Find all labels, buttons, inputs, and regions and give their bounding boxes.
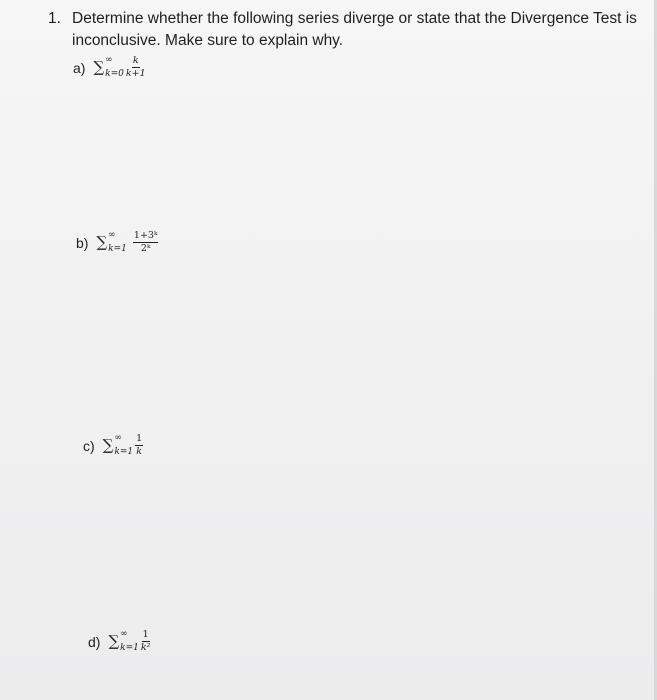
lower-limit: k=1 bbox=[114, 446, 134, 457]
question-1 bbox=[48, 8, 648, 52]
denominator: k² bbox=[140, 642, 151, 653]
part-a bbox=[73, 56, 146, 79]
sum-limits bbox=[105, 54, 124, 79]
numerator: 1 bbox=[142, 629, 149, 640]
part-c-label: c) bbox=[83, 437, 95, 454]
fraction bbox=[126, 56, 146, 79]
fraction bbox=[135, 434, 143, 457]
question-number: 1. bbox=[48, 10, 61, 27]
numerator: 1 bbox=[136, 433, 143, 444]
sigma-symbol: ∑ bbox=[108, 632, 120, 650]
sum-limits bbox=[120, 628, 139, 653]
lower-limit: k=0 bbox=[105, 68, 124, 79]
fraction bbox=[141, 630, 151, 653]
upper-limit: ∞ bbox=[114, 432, 122, 443]
upper-limit: ∞ bbox=[105, 54, 113, 65]
part-d-series bbox=[108, 630, 150, 653]
part-a-series bbox=[93, 56, 145, 79]
sum-limits bbox=[108, 229, 127, 254]
sigma-symbol: ∑ bbox=[96, 233, 108, 251]
part-c bbox=[83, 434, 143, 457]
numerator: k bbox=[132, 55, 139, 66]
part-d bbox=[88, 630, 150, 653]
denominator: k bbox=[136, 446, 143, 457]
part-b-label: b) bbox=[76, 234, 89, 251]
lower-limit: k=1 bbox=[108, 243, 127, 254]
part-c-series bbox=[103, 434, 144, 457]
sum-limits bbox=[114, 432, 134, 457]
fraction bbox=[133, 231, 159, 254]
part-d-label: d) bbox=[88, 633, 101, 650]
denominator: k+1 bbox=[125, 68, 146, 79]
question-text: Determine whether the following series diverge or state that the Divergence Test is inconclusive. Make sure to explain why. bbox=[72, 10, 637, 49]
sigma-symbol: ∑ bbox=[102, 436, 114, 454]
part-b-series bbox=[96, 231, 158, 254]
part-b bbox=[76, 231, 158, 254]
part-a-label: a) bbox=[73, 59, 86, 76]
denominator: 2ᵏ bbox=[140, 243, 151, 254]
upper-limit: ∞ bbox=[120, 628, 128, 639]
sigma-symbol: ∑ bbox=[93, 58, 105, 76]
numerator: 1+3ᵏ bbox=[133, 230, 158, 241]
lower-limit: k=1 bbox=[120, 642, 139, 653]
upper-limit: ∞ bbox=[108, 229, 116, 240]
